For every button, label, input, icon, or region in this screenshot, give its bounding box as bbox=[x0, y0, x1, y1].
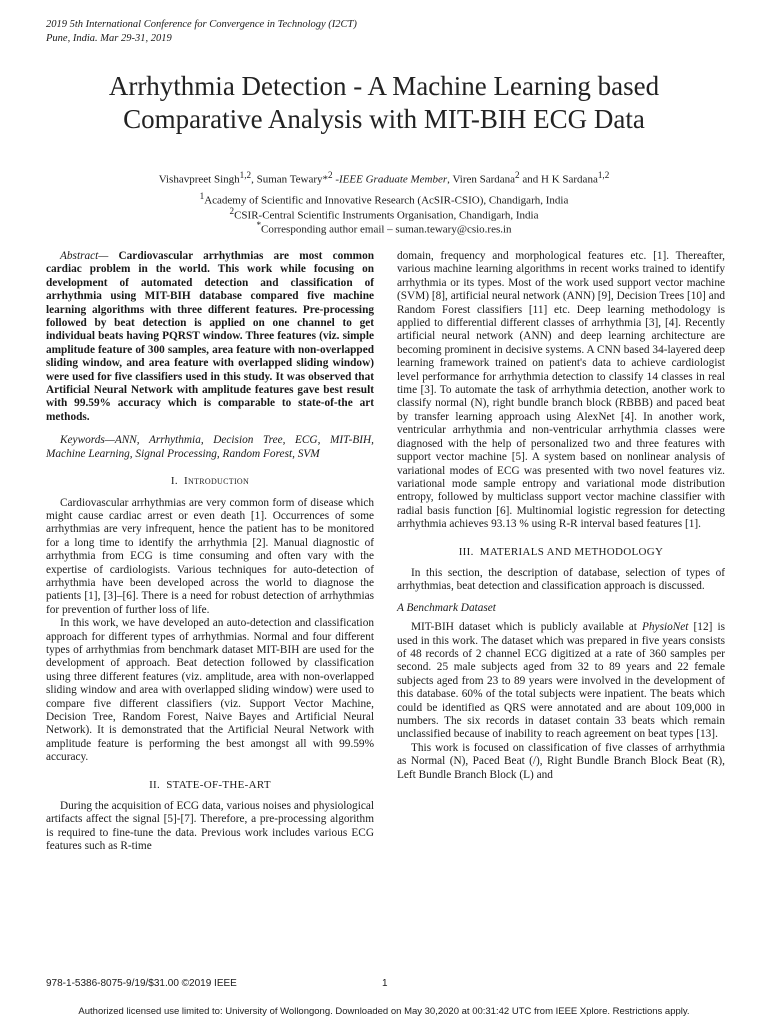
affiliation-text: CSIR-Central Scientific Instruments Organisation, Chandigarh, India bbox=[234, 209, 539, 222]
paragraph: In this work, we have developed an auto-detection and classification approach for different types of arrhythmias. Normal and four different types of arrhythmias from benchmark dataset MIT-BIH are used for the development of approach. Beat detection followed by classification using three different features (viz. amplitude, area with non-overlapped sliding window and area with overlapped sliding window) were used to compare five different classifiers (viz. Support Vector Machine, Decision Tree, Random Forest, Naive Bayes and Artificial Neural Network). It is demonstrated that the Artificial Neural Network with amplitude feature is performing the best amongst all with 99.59% accuracy. bbox=[46, 617, 374, 764]
paragraph: This work is focused on classification of five classes of arrhythmia as Normal (N), Paced Beat (/), Right Bundle Branch Block Beat (R), Left Bundle Branch Block (L) and bbox=[397, 741, 725, 781]
author-sup: 1,2 bbox=[597, 170, 610, 180]
conference-header bbox=[46, 18, 357, 46]
author-sup: 2 bbox=[328, 170, 333, 180]
section-number: III. bbox=[458, 545, 474, 558]
subsection-heading: A Benchmark Dataset bbox=[397, 601, 496, 614]
section-number: II. bbox=[149, 778, 161, 791]
section-number: I. bbox=[170, 475, 178, 488]
license-notice: Authorized licensed use limited to: University of Wollongong. Downloaded on May 30,2020 at 00:31:42 UTC from IEEE Xplore. Restrictions apply. bbox=[78, 1006, 690, 1017]
author-role: -IEEE Graduate Member bbox=[332, 173, 448, 186]
footer-isbn: 978-1-5386-8075-9/19/$31.00 ©2019 IEEE bbox=[46, 978, 237, 989]
section-heading-materials bbox=[397, 546, 725, 559]
author-name: Vishavpreet Singh bbox=[158, 173, 240, 186]
right-column bbox=[397, 250, 725, 782]
paragraph: domain, frequency and morphological features etc. [1]. Thereafter, various machine learning algorithms in recent works trained to identify arrhythmia or its types. Most of the work used support vector machine (SVM) [8], artificial neural network (ANN) [9], Decision Trees [10] and Random Forest classifiers [11] etc. Deep learning methodology is applied to differential different classes of arrhythmia [3], [4]. Recently artificial neural network (ANN) and deep learning architecture are becoming prominent in decisive systems. A CNN based 34-layered deep learning framework trained on patient's data to achieve cardiologist level performance for arrhythmia detection to classify 14 classes in real time [3]. To automate the task of arrhythmia detection, another work to classify normal (N), right bundle branch block (RBBB) and paced beat by transfer learning approach using AlexNet [4]. In another work, ventricular arrhythmia and non-ventricular arrhythmia classes were diagnosed with the help of personalized two and three features with support vector machine [5]. A system based on nonlinear analysis of variational modes of ECG was presented with two novel features viz. variational mode sample entropy and variational mode distribution entropy, followed by multiclass support vector machine classifier with radial basis function [6]. Multinomial logistic regression for detecting arrhythmia achieves 93.13 % using R-R interval based features [1]. bbox=[397, 250, 725, 531]
author-list bbox=[20, 168, 748, 187]
paper-title bbox=[20, 70, 748, 136]
paragraph: Cardiovascular arrhythmias are very common form of disease which might cause cardiac arrest or even death [1]. Occurrences of some arrhythmias are very infrequent, hence the patient has to be monitored for a long time to identify the arrhythmia [2]. Manual diagnostic of arrhythmia from ECG is time consuming and often vary with the expertise of cardiologists. Various techniques for auto-detection of arrhythmia have been developed across the world to diagnose the patients [1], [3]–[6]. There is a need for robust detection of arrhythmias for prevention of further loss of life. bbox=[46, 496, 374, 616]
abstract-lead: Abstract— bbox=[60, 250, 109, 262]
text-run-italic: PhysioNet bbox=[642, 621, 689, 634]
author-name: and H K Sardana bbox=[519, 173, 598, 186]
affiliation-text: Academy of Scientific and Innovative Research (AcSIR-CSIO), Chandigarh, India bbox=[204, 194, 569, 207]
affiliation-sup: 2 bbox=[229, 206, 235, 216]
page-number: 1 bbox=[382, 978, 388, 989]
affiliation-3 bbox=[20, 219, 748, 237]
section-title: MATERIALS AND METHODOLOGY bbox=[479, 545, 664, 558]
author-name: , Suman Tewary* bbox=[251, 173, 329, 186]
text-run: [12] is used in this work. The dataset which was prepared in five years consists of 48 records of 2 channel ECG digitized at a rate of 360 samples per second. 25 male subjects aged from 32 to 89 years and 22 female subjects aged from 23 to 89 years were involved in the development of this database. 60% of the total subjects were inpatient. The beats which could be identified as QRS were annotated and are about 109,000 in numbers. The six records in dataset contain 33 beats which remain unclassified because of inability to reach agreement on beat types [13]. bbox=[397, 621, 725, 741]
conference-line: 2019 5th International Conference for Convergence in Technology (I2CT) bbox=[46, 19, 357, 30]
author-sup: 2 bbox=[515, 170, 520, 180]
author-name: , Viren Sardana bbox=[447, 173, 516, 186]
section-title: Introduction bbox=[184, 475, 250, 488]
text-run: MIT-BIH dataset which is publicly available at bbox=[411, 621, 642, 634]
author-sup: 1,2 bbox=[239, 170, 252, 180]
section-heading-introduction bbox=[46, 475, 374, 488]
affiliation-sup: 1 bbox=[199, 191, 205, 201]
section-heading-state-of-the-art bbox=[46, 779, 374, 792]
corresponding-email: Corresponding author email – suman.tewary@csio.res.in bbox=[261, 223, 512, 236]
title-line-1: Arrhythmia Detection - A Machine Learning based bbox=[108, 71, 660, 101]
abstract bbox=[46, 250, 374, 424]
paragraph bbox=[397, 621, 725, 742]
conference-location: Pune, India. Mar 29-31, 2019 bbox=[46, 33, 172, 44]
section-title: STATE-OF-THE-ART bbox=[166, 778, 271, 791]
affiliation-sup: * bbox=[256, 220, 262, 230]
abstract-body: Cardiovascular arrhythmias are most common cardiac problem in the world. This work while focusing on development of automated detection and classification of arrhythmia using MIT-BIH database compared five machine learning algorithms with three different features. Pre-processing followed by beat detection is applied on one channel to get individual beats having PQRST window. Three features (viz. simple amplitude feature of 300 samples, area feature with non-overlapped sliding window, and area feature with overlapped sliding window) were used for five classifiers used in this study. It was observed that Artificial Neural Network with amplitude features gave best result with 99.59% accuracy which is comparable to state-of-the art methods. bbox=[46, 250, 374, 423]
left-column bbox=[46, 250, 374, 854]
keywords: Keywords—ANN, Arrhythmia, Decision Tree, ECG, MIT-BIH, Machine Learning, Signal Processing, Random Forest, SVM bbox=[46, 434, 374, 460]
paragraph: In this section, the description of database, selection of types of arrhythmias, beat detection and classification approach is discussed. bbox=[397, 566, 725, 593]
title-line-2: Comparative Analysis with MIT-BIH ECG Data bbox=[123, 104, 645, 134]
paragraph: During the acquisition of ECG data, various noises and physiological artifacts affect the signal [5]-[7]. Therefore, a pre-processing algorithm is required to fine-tune the data. Previous work includes various ECG features such as R-time bbox=[46, 800, 374, 853]
